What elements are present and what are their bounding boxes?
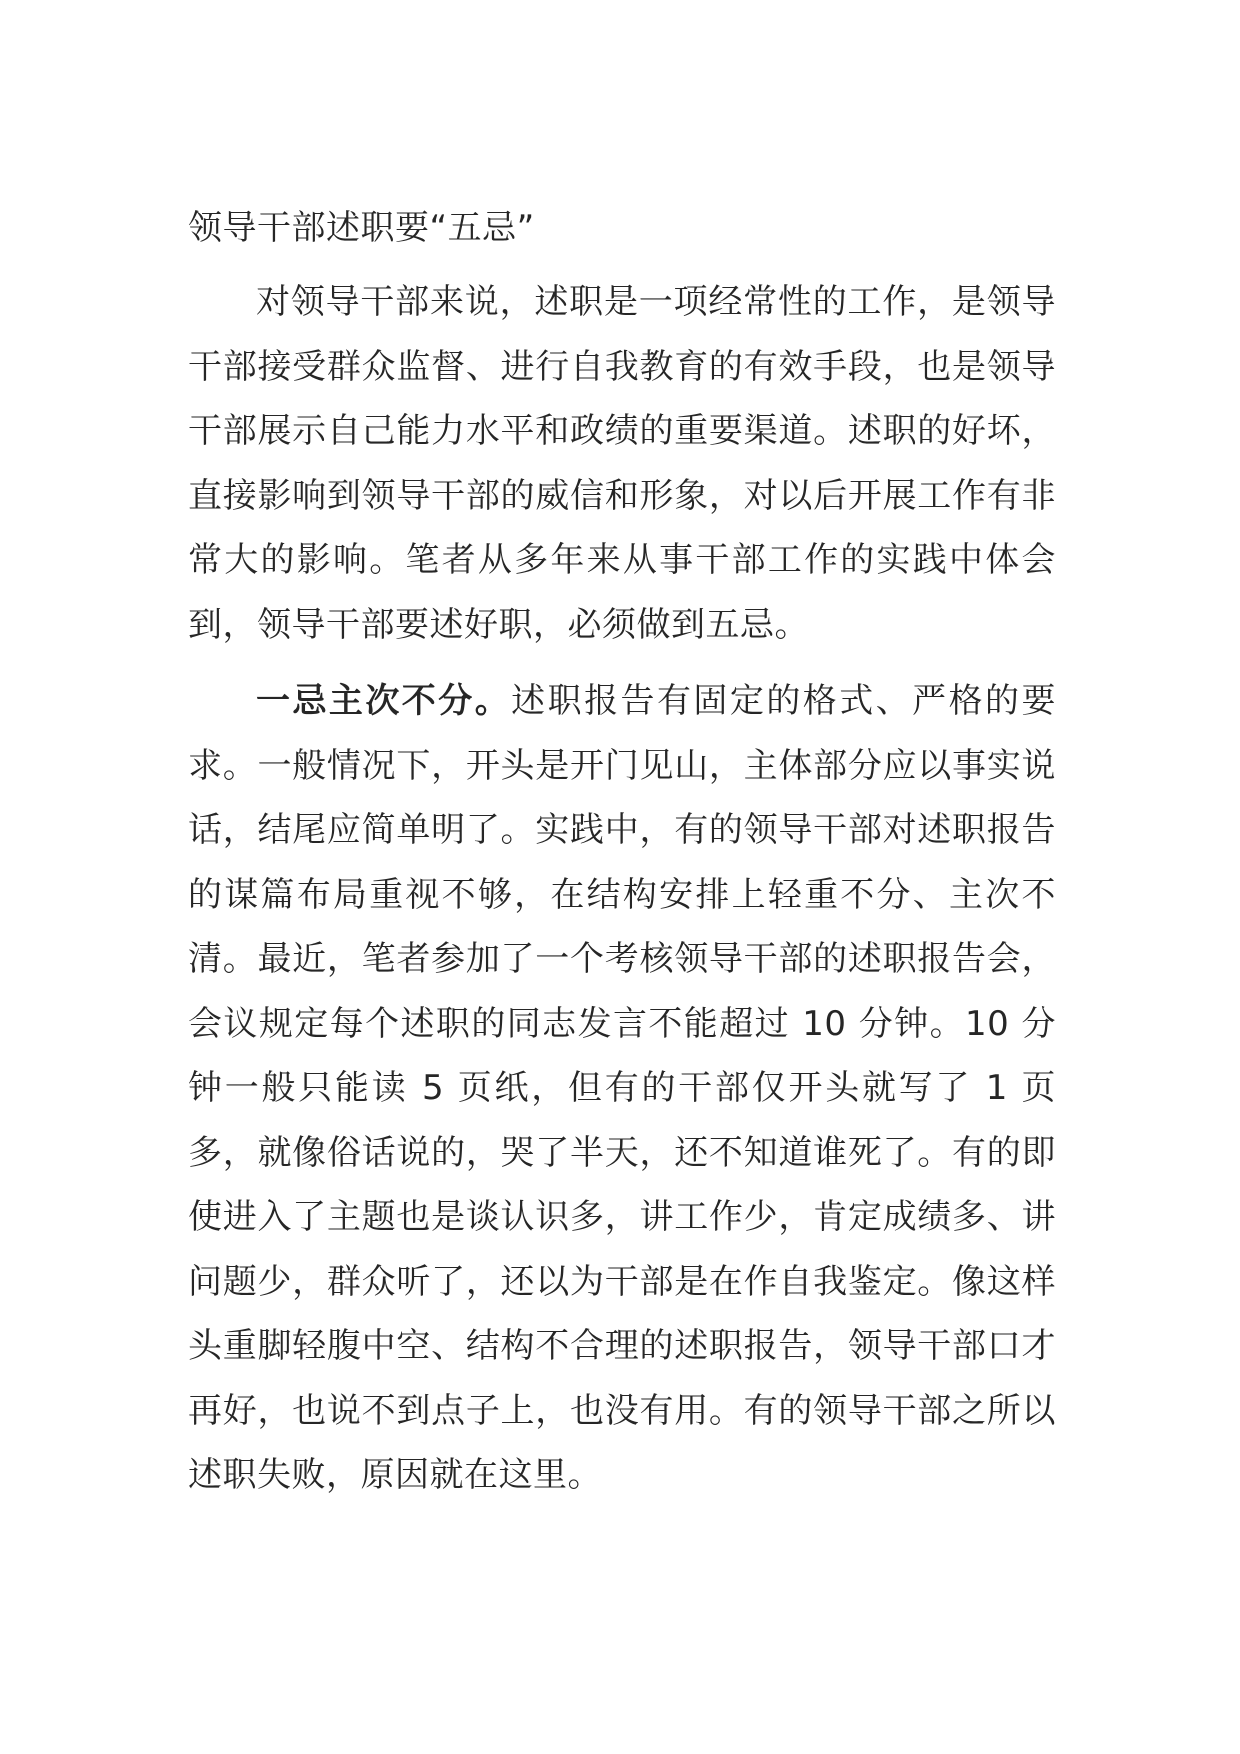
paragraph-text: 对领导干部来说，述职是一项经常性的工作，是领导干部接受群众监督、进行自我教育的有效手段，也是领导干部展示自己能力水平和政绩的重要渠道。述职的好坏，直接影响到领导干部的威信和形象，对以后开展工作有非常大的影响。笔者从多年来从事干部工作的实践中体会到，领导干部要述好职，必须做到五忌。: [188, 282, 1056, 645]
paragraph-intro: [188, 270, 1056, 657]
paragraph-lead: 一忌主次不分。: [256, 681, 512, 721]
document-body: [188, 196, 1056, 1520]
paragraph-text: 述职报告有固定的格式、严格的要求。一般情况下，开头是开门见山，主体部分应以事实说话，结尾应简单明了。实践中，有的领导干部对述职报告的谋篇布局重视不够，在结构安排上轻重不分、主次不清。最近，笔者参加了一个考核领导干部的述职报告会，会议规定每个述职的同志发言不能超过 10 分钟。10 分钟一般只能读 5 页纸，但有的干部仅开头就写了 1 页多，就像俗话说的，哭了半天，还不知道谁死了。有的即使进入了主题也是谈认识多，讲工作少，肯定成绩多、讲问题少，群众听了，还以为干部是在作自我鉴定。像这样头重脚轻腹中空、结构不合理的述职报告，领导干部口才再好，也说不到点子上，也没有用。有的领导干部之所以述职失败，原因就在这里。: [188, 681, 1057, 1495]
document-title: 领导干部述职要“五忌”: [188, 208, 535, 248]
paragraph-first-taboo: [188, 669, 1056, 1508]
